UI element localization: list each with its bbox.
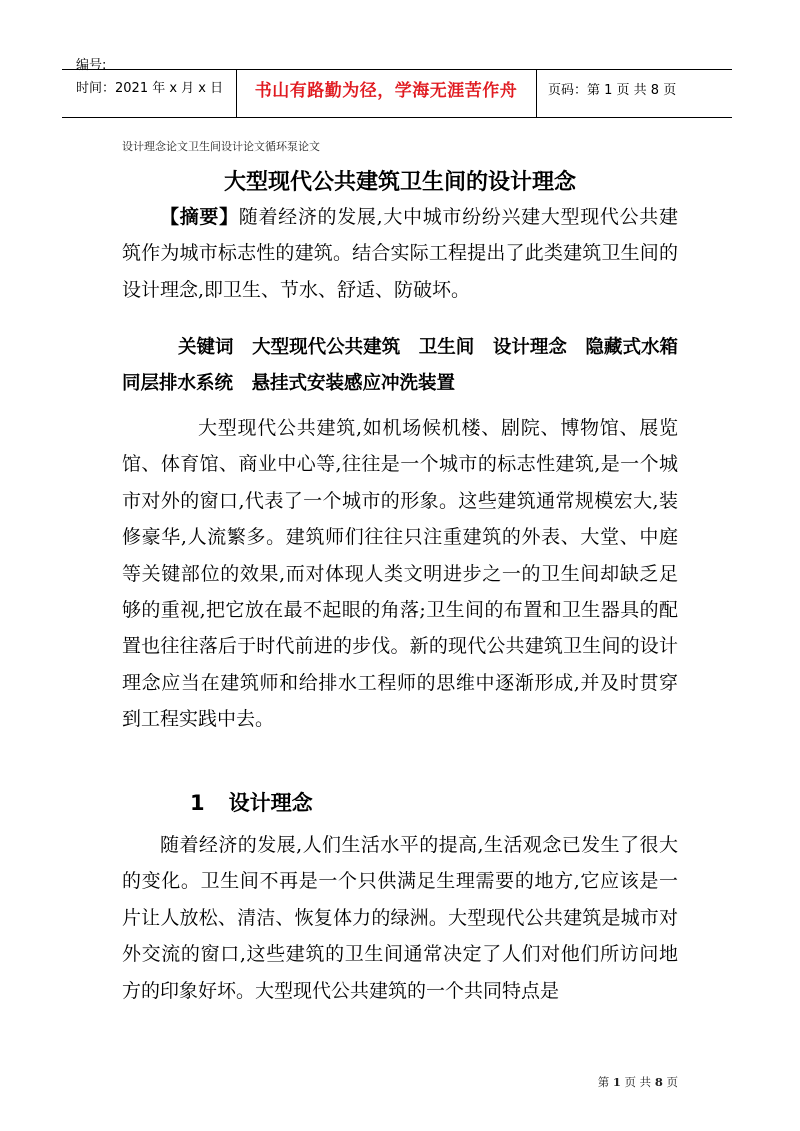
- abstract-paragraph: [122, 199, 678, 308]
- section-heading: [190, 787, 313, 817]
- section-title: 设计理念: [228, 791, 313, 815]
- footer-suffix: 页: [666, 1075, 678, 1089]
- document-header: [62, 50, 732, 118]
- intro-paragraph: 大型现代公共建筑,如机场候机楼、剧院、博物馆、展览馆、体育馆、商业中心等,往往是一个城市的标志性建筑,是一个城市对外的窗口,代表了一个城市的形象。这些建筑通常规模宏大,装修豪华,人流繁多。建筑师们往往只注重建筑的外表、大堂、中庭等关键部位的效果,而对体现人类文明进步之一的卫生间却缺乏足够的重视,把它放在最不起眼的角落;卫生间的布置和卫生器具的配置也往往落后于时代前进的步伐。新的现代公共建筑卫生间的设计理念应当在建筑师和给排水工程师的思维中逐渐形成,并及时贯穿到工程实践中去。: [122, 417, 678, 731]
- footer-total-pages: 8: [654, 1075, 663, 1089]
- header-divider: [536, 69, 537, 117]
- section-number: 1: [190, 791, 205, 815]
- header-motto: 书山有路勤为径，学海无涯苦作舟: [254, 81, 518, 101]
- category-breadcrumb: 设计理念论文卫生间设计论文循环泵论文: [122, 140, 320, 153]
- header-bottom-rule: [62, 117, 732, 118]
- document-number-label: 编号:: [76, 58, 107, 73]
- abstract-text: 随着经济的发展,大中城市纷纷兴建大型现代公共建筑作为城市标志性的建筑。结合实际工程提出了此类建筑卫生间的设计理念,即卫生、节水、舒适、防破坏。: [122, 206, 678, 301]
- article-title: 大型现代公共建筑卫生间的设计理念: [223, 170, 576, 195]
- header-top-rule: [62, 69, 732, 70]
- keywords-paragraph: 关键词 大型现代公共建筑 卫生间 设计理念 隐藏式水箱 同层排水系统 悬挂式安装感应冲洗装置: [122, 337, 697, 395]
- section-paragraph: 随着经济的发展,人们生活水平的提高,生活观念已发生了很大的变化。卫生间不再是一个只供满足生理需要的地方,它应该是一片让人放松、清洁、恢复体力的绿洲。大型现代公共建筑是城市对外交流的窗口,这些建筑的卫生间通常决定了人们对他们所访问地方的印象好坏。大型现代公共建筑的一个共同特点是: [122, 834, 678, 1002]
- footer-prefix: 第: [597, 1075, 610, 1089]
- footer-middle: 页 共: [624, 1075, 652, 1089]
- document-time: 时间：2021 年 x 月 x 日: [76, 81, 224, 96]
- page-footer: [598, 1074, 678, 1090]
- header-page-info: 页码：第 1 页 共 8 页: [548, 83, 677, 98]
- footer-page-number: 1: [612, 1075, 621, 1089]
- abstract-label: 【摘要】: [160, 206, 239, 228]
